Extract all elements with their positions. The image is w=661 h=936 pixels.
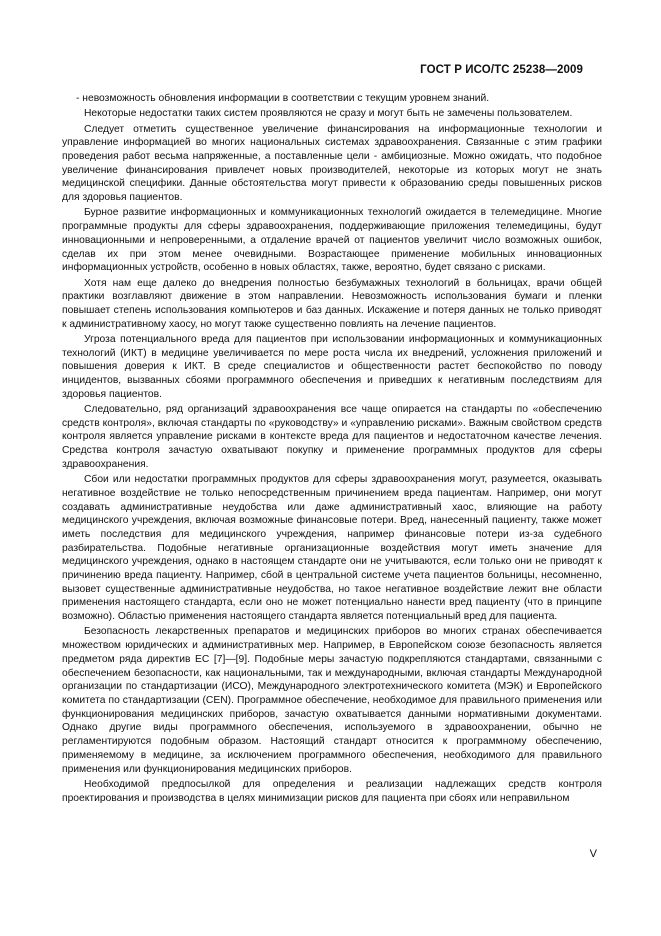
paragraph-6: Угроза потенциального вреда для пациентов при использовании информационных и коммуникационных технологий (ИКТ) в медицине увеличивается по мере роста числа их внедрений, усложнения приложений и повышения доверия к ИКТ. В среде специалистов и общественности растет беспокойство по поводу инцидентов, вызванных сбоями программного обеспечения и приведших к негативным последствиям для здоровья пациентов.	[62, 333, 602, 400]
standard-header: ГОСТ Р ИСО/ТС 25238—2009	[420, 64, 583, 76]
paragraph-8: Сбои или недостатки программных продуктов для сферы здравоохранения могут, разумеется, оказывать негативное воздействие не только непосредственным причинением вреда пациентам. Например, они могут создавать административные неудобства или даже административный хаос, влияющие на работу медицинского учреждения, включая возможные финансовые потери. Вред, нанесенный пациенту, также может иметь последствия для медицинского учреждения, например финансовые потери из-за судебного разбирательства. Подобные негативные организационные воздействия могут иметь значение для медицинского учреждения, однако в настоящем стандарте они не учитываются, если только они не приводят к причинению вреда пациенту. Например, сбой в центральной системе учета пациентов больницы, несомненно, вызовет существенные административные неудобства, но такое негативное воздействие лежит вне области применения настоящего стандарта, если оно не может потенциально нанести вред пациенту (что в принципе возможно). Областью применения настоящего стандарта является потенциальный вред для пациента.	[62, 474, 602, 623]
paragraph-5: Хотя нам еще далеко до внедрения полностью безбумажных технологий в больницах, врачи общей практики возглавляют движение в этом направлении. Невозможность использования бумаги и пленки повышает степень использования компьютеров и баз данных. Искажение и потеря данных не только приводят к административному хаосу, но могут также существенно повлиять на лечение пациентов.	[62, 277, 602, 330]
body-text	[62, 92, 602, 807]
page-number: V	[589, 848, 597, 860]
paragraph-1: - невозможность обновления информации в соответствии с текущим уровнем знаний.	[76, 93, 490, 104]
paragraph-7: Следовательно, ряд организаций здравоохранения все чаще опирается на стандарты по «обеспечению средств контроля», включая стандарты по «руководству» и «управлению рисками». Важным свойством средств контроля является управление рисками в контексте вреда для пациентов и недостаточном качестве лечения. Средства контроля зачастую охватывают покупку и применение программных продуктов для сферы здравоохранения.	[62, 404, 602, 470]
paragraph-2: Некоторые недостатки таких систем проявляются не сразу и могут быть не замечены пользователем.	[84, 108, 573, 120]
paragraph-4: Бурное развитие информационных и коммуникационных технологий ожидается в телемедицине. Многие программные продукты для сферы здравоохранения, поддерживающие приложения телемедицины, будут инновационными и непроверенными, а отдаление врачей от пациентов увеличит число возможных ошибок, сделав их при этом менее очевидными. Возрастающее применение мобильных инновационных информационных устройств, особенно в новых областях, также, вероятно, будет связано с рисками.	[62, 207, 602, 274]
paragraph-10: Необходимой предпосылкой для определения и реализации надлежащих средств контроля проектирования и производства в целях минимизации рисков для пациента при сбоях или неправильном	[62, 778, 602, 804]
paragraph-9: Безопасность лекарственных препаратов и медицинских приборов во многих странах обеспечивается множеством юридических и административных мер. Например, в Европейском союзе безопасность является предметом ряда директив ЕС [7]—[9]. Подобные меры зачастую подкрепляются стандартами, связанными с обеспечением безопасности, как национальными, так и международными, включая стандарты Международной организации по стандартизации (ИСО), Международного электротехнического комитета (МЭК) и Европейского комитета по стандартизации (CEN). Программное обеспечение, необходимое для правильного применения или функционирования медицинских приборов, зачастую охватывается данными нормативными документами. Однако другие виды программного обеспечения, используемого в здравоохранении, обычно не регламентируются подобным образом. Настоящий стандарт относится к программному обеспечению, применяемому в медицине, за исключением программного обеспечения, необходимого для правильного применения или функционирования медицинских приборов.	[62, 626, 602, 775]
paragraph-3: Следует отметить существенное увеличение финансирования на информационные технологии и управление информацией во многих национальных системах здравоохранения. Связанные с этим графики проведения работ весьма напряженные, а поставленные цели - амбициозные. Можно ожидать, что подобное увеличение финансирования привлечет новых производителей, некоторые из которых могут не знать медицинской специфики. Данные обстоятельства могут привести к образованию среды повышенных рисков для здоровья пациентов.	[62, 123, 602, 204]
